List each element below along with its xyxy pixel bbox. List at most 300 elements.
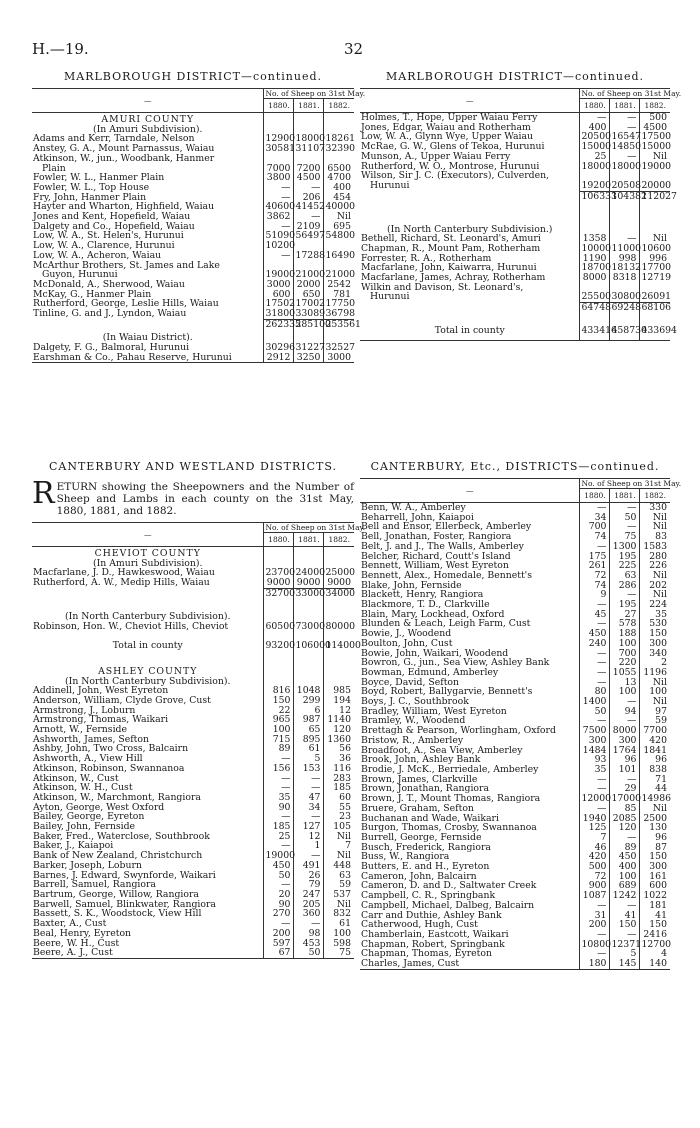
- sheep-1880: 12900: [265, 133, 296, 145]
- owner-name: Atkinson, W., Cust: [33, 772, 119, 784]
- sheep-1881: 1048: [294, 686, 324, 696]
- sheep-1881: 1055: [610, 668, 640, 678]
- owner-name: Anderson, William, Clyde Grove, Cust: [33, 694, 211, 706]
- sheep-1880: 35: [580, 765, 610, 775]
- owner-name: Bowie, J., Woodend: [361, 628, 452, 640]
- sheep-1881: 24000: [295, 567, 326, 579]
- sheep-1882: 112027: [640, 191, 670, 205]
- sheep-1881: 2000: [294, 280, 324, 290]
- subdivision-label: (In North Canterbury Subdivision.): [387, 223, 553, 235]
- owner-name: Charles, James, Cust: [360, 959, 580, 969]
- owner-name: Baker, J., Kaiapoi: [33, 840, 114, 852]
- owner-row: [360, 181, 670, 191]
- sheep-1881: 17000: [611, 793, 642, 805]
- sheep-1880: 1940: [580, 814, 610, 824]
- owner-name: Barnes, J. Edward, Swynforde, Waikari: [33, 869, 216, 881]
- sheep-1882: 105: [324, 822, 354, 832]
- sheep-1880: —: [580, 542, 610, 552]
- owner-name: Guyon, Hurunui: [42, 269, 118, 281]
- sheep-1880: 965: [264, 715, 294, 725]
- header-sheep-label: No. of Sheep on 31st May.: [581, 479, 682, 488]
- sheep-1881: 2109: [294, 222, 324, 232]
- total-row: [32, 641, 354, 655]
- sheep-1881: 1300: [610, 542, 640, 552]
- empty-cell: [264, 547, 294, 559]
- sheep-1880: 270: [264, 909, 294, 919]
- empty-cell: [324, 113, 354, 125]
- subdivision-label: (In Waiau District).: [102, 332, 193, 344]
- sheep-1882: 224: [640, 600, 670, 610]
- sheep-1880: 262335: [264, 319, 294, 333]
- sheep-1881: 2085: [610, 814, 640, 824]
- sheep-1881: 100: [610, 639, 640, 649]
- sheep-1881: —: [610, 930, 640, 940]
- sheep-1880: 80: [580, 687, 610, 697]
- sheep-1880: 90: [264, 803, 294, 813]
- empty-cell: [610, 205, 640, 215]
- owner-name: Fry, John, Hanmer Plain: [33, 191, 147, 203]
- owner-name: Bristow, R., Amberley: [361, 734, 464, 746]
- owner-name: Baxter, A., Cust: [33, 918, 107, 930]
- owner-name: Brodie, J. McK., Berriedale, Amberley: [361, 763, 539, 775]
- sheep-1880: 1400: [580, 697, 610, 707]
- sheep-1881: 11000: [611, 242, 642, 254]
- owner-name: Macfarlane, James, Achray, Rotherham: [361, 272, 546, 284]
- sheep-1880: 89: [264, 744, 294, 754]
- sheep-1880: 7500: [580, 726, 610, 736]
- sheep-1881: 26: [294, 871, 324, 881]
- owner-name: Catherwood, Hugh, Cust: [361, 919, 478, 931]
- owner-name: Low, W. A., Acheron, Waiau: [33, 249, 162, 261]
- sheep-1881: —: [610, 152, 640, 162]
- owner-name: Bruere, Graham, Sefton: [361, 802, 474, 814]
- sheep-1882: 340: [640, 649, 670, 659]
- sheep-1882: Nil: [324, 900, 354, 910]
- owner-name: Bailey, George, Eyreton: [33, 811, 145, 823]
- table-header-row: [32, 89, 354, 99]
- sheep-1880: —: [580, 901, 610, 911]
- owner-name: Blake, John, Fernside: [361, 579, 462, 591]
- sheep-1881: 50: [294, 948, 324, 958]
- sheep-1881: 14850: [611, 141, 642, 153]
- return-initial: R: [32, 476, 55, 511]
- empty-cell: [640, 205, 670, 215]
- sheep-1881: 300: [610, 736, 640, 746]
- sheep-1881: 30800: [611, 291, 642, 303]
- owner-name: Brown, J. T., Mount Thomas, Rangiora: [361, 793, 541, 805]
- owner-row: [360, 959, 670, 969]
- sheep-1880: —: [264, 774, 294, 784]
- owner-name: Bassett, S. K., Woodstock, View Hill: [33, 908, 202, 920]
- sheep-1882: 25000: [325, 567, 356, 579]
- owner-name: Dalgety, F. G., Balmoral, Hurunui: [33, 341, 190, 353]
- owner-name: Barker, Joseph, Loburn: [33, 859, 142, 871]
- owner-name: Low, W. A., Glynn Wye, Upper Waiau: [361, 131, 533, 143]
- panel-marlborough-left: [32, 70, 366, 363]
- sheep-1880: 45: [580, 610, 610, 620]
- owner-row: [32, 353, 354, 363]
- sheep-1882: 12700: [641, 938, 672, 950]
- sheep-1880: 18700: [581, 262, 612, 274]
- subdivision-label: (In North Canterbury Subdivision).: [65, 611, 231, 623]
- sheep-table: [32, 88, 366, 363]
- sheep-1881: 895: [294, 735, 324, 745]
- sheep-1881: 650: [294, 290, 324, 300]
- sheep-1882: Nil: [640, 571, 670, 581]
- sheep-1882: 150: [640, 629, 670, 639]
- sheep-1881: 286: [610, 581, 640, 591]
- subdivision-label: (In North Canterbury Subdivision).: [65, 675, 231, 687]
- owner-name: Campbell, Michael, Dalbeg, Balcairn: [361, 899, 535, 911]
- owner-name: Jones and Kent, Hopefield, Waiau: [33, 211, 191, 223]
- sheep-1880: 300: [580, 736, 610, 746]
- owner-name: Busch, Frederick, Rangiora: [361, 841, 491, 853]
- sheep-1881: —: [610, 113, 640, 123]
- owner-name: Barrell, Samuel, Rangiora: [33, 879, 156, 891]
- sheep-1882: 781: [324, 290, 354, 300]
- sheep-1881: 285100: [294, 319, 324, 333]
- sheep-1880: 50: [264, 871, 294, 881]
- sheep-1880: 60500: [265, 620, 296, 632]
- owner-name: Bowie, John, Waikari, Woodend: [361, 647, 509, 659]
- owner-name: Wilson, Sir J. C. (Executors), Culverden,: [361, 170, 550, 182]
- county-heading: ASHLEY COUNTY: [98, 665, 198, 677]
- owner-name: McKay, G., Hanmer Plain: [33, 288, 152, 300]
- sheep-1881: 145: [610, 959, 640, 969]
- sheep-table: [360, 88, 682, 341]
- sheep-1880: 74: [580, 532, 610, 542]
- sheep-1882: 1583: [640, 542, 670, 552]
- owner-name: Atkinson, W. H., Cust: [33, 782, 133, 794]
- section-title: MARLBOROUGH DISTRICT—continued.: [386, 70, 644, 83]
- sheep-1880: 40600: [265, 201, 296, 213]
- sheep-1880: —: [580, 658, 610, 668]
- sheep-1882: 54800: [325, 230, 356, 242]
- sheep-1880: 240: [580, 639, 610, 649]
- sheep-1882: 2: [640, 658, 670, 668]
- sheep-1882: 9000: [324, 578, 354, 588]
- sheep-1882: 114000: [324, 641, 354, 655]
- sheep-1881: 27: [610, 610, 640, 620]
- owner-name: Ayton, George, West Oxford: [33, 801, 165, 813]
- sheep-1880: 15000: [581, 141, 612, 153]
- sheep-1881: 85: [610, 804, 640, 814]
- sheep-1882: 3000: [324, 353, 354, 363]
- owner-name: Wilkin and Davison, St. Leonard's,: [361, 281, 524, 293]
- owner-name: [360, 303, 580, 317]
- sheep-1880: 9000: [264, 578, 294, 588]
- sheep-1880: 64748: [580, 303, 610, 317]
- owner-name: Low, W. A., St. Helen's, Hurunui: [33, 230, 184, 242]
- panel-canterbury-continued: [360, 460, 682, 970]
- sheep-1882: Nil: [640, 522, 670, 532]
- sheep-1880: 23700: [265, 567, 296, 579]
- sheep-1880: 67: [264, 948, 294, 958]
- owner-name: Tinline, G. and J., Lyndon, Waiau: [33, 308, 187, 320]
- sheep-1881: —: [610, 234, 640, 244]
- sheep-1880: —: [264, 880, 294, 890]
- sheep-1881: —: [610, 123, 640, 133]
- owner-name: Bethell, Richard, St. Leonard's, Amuri: [361, 233, 541, 245]
- owner-name: Anstey, G. A., Mount Parnassus, Waiau: [33, 143, 215, 155]
- owner-name: Arnott, W., Fernside: [33, 724, 127, 736]
- owner-name: Beharrell, John, Kaiapoi: [361, 511, 474, 523]
- year-1882: 1882.: [324, 533, 354, 547]
- sheep-1881: 247: [294, 890, 324, 900]
- sheep-1882: 838: [640, 765, 670, 775]
- owner-name: Boyce, David, Sefton: [361, 676, 460, 688]
- owner-name: Blackmore, T. D., Clarkville: [361, 599, 490, 611]
- sheep-1881: —: [294, 919, 324, 929]
- sheep-1880: 46: [580, 843, 610, 853]
- sheep-1881: 6: [294, 706, 324, 716]
- empty-cell: [32, 655, 264, 665]
- sheep-1880: —: [580, 775, 610, 785]
- sheep-1880: 20: [264, 890, 294, 900]
- empty-cell: [264, 665, 294, 677]
- sheep-1881: 153: [294, 764, 324, 774]
- sheep-1880: —: [580, 716, 610, 726]
- owner-name: [32, 319, 264, 333]
- sheep-1881: 75: [610, 532, 640, 542]
- sheep-1882: 17750: [325, 298, 356, 310]
- county-heading-row: [32, 113, 354, 125]
- sheep-1882: 20000: [641, 179, 672, 191]
- sheep-1882: 2500: [640, 814, 670, 824]
- sheep-1881: 5: [294, 754, 324, 764]
- sheep-1882: 985: [324, 686, 354, 696]
- sheep-1881: 18132: [611, 262, 642, 274]
- sheep-1881: —: [610, 716, 640, 726]
- empty-cell: [264, 602, 294, 612]
- sheep-1880: 7000: [264, 164, 294, 174]
- sheep-1882: 96: [640, 833, 670, 843]
- sheep-1880: 156: [264, 764, 294, 774]
- owner-name: Ashworth, James, Sefton: [33, 733, 150, 745]
- owner-name: Macfarlane, J. D., Hawkeswood, Waiau: [33, 567, 215, 579]
- sheep-1881: 3250: [294, 353, 324, 363]
- sheep-1880: 175: [580, 552, 610, 562]
- sheep-1881: 94: [610, 707, 640, 717]
- year-1881: 1881.: [294, 99, 324, 113]
- owner-name: Atkinson, W., jun., Woodbank, Hanmer: [33, 152, 215, 164]
- owner-name: [32, 588, 264, 602]
- owner-name: Holmes, T., Hope, Upper Waiau Ferry: [361, 112, 538, 123]
- sheep-1880: 1190: [580, 254, 610, 264]
- sheep-1881: 5: [610, 949, 640, 959]
- sheep-1881: 104382: [610, 191, 640, 205]
- sheep-1882: 71: [640, 775, 670, 785]
- sheep-1880: 1484: [580, 746, 610, 756]
- sheep-1881: 101: [610, 765, 640, 775]
- sheep-1882: 2542: [324, 280, 354, 290]
- sheep-1882: 1360: [324, 735, 354, 745]
- owner-row: [32, 622, 354, 632]
- empty-cell: [294, 113, 324, 125]
- sheep-1881: 106000: [294, 641, 324, 655]
- header-dash-cell: —: [143, 96, 152, 105]
- sheep-1880: 35: [264, 793, 294, 803]
- sheep-1882: 7700: [640, 726, 670, 736]
- owner-name: Broadfoot, A., Sea View, Amberley: [361, 744, 523, 756]
- total-row: [360, 326, 670, 340]
- sheep-1882: Nil: [640, 697, 670, 707]
- owner-name: Robinson, Hon. W., Cheviot Hills, Cheviot: [33, 620, 229, 632]
- owner-name: Bramley, W., Woodend: [361, 715, 466, 727]
- sheep-1882: 454: [324, 193, 354, 203]
- empty-cell: [580, 205, 610, 215]
- header-dash-cell: —: [465, 96, 474, 105]
- sheep-1882: 55: [324, 803, 354, 813]
- sheep-1882: 21000: [325, 269, 356, 281]
- sheep-1881: 9000: [294, 578, 324, 588]
- sheep-1881: 225: [610, 561, 640, 571]
- sheep-1882: 283: [324, 774, 354, 784]
- sheep-1882: 17700: [641, 262, 672, 274]
- page-series: H.—19.: [32, 40, 89, 58]
- sheep-1881: 100: [610, 872, 640, 882]
- year-1880: 1880.: [264, 533, 294, 547]
- sheep-1880: 25500: [581, 291, 612, 303]
- sheep-1882: 120: [324, 725, 354, 735]
- sheep-1881: 17288: [295, 249, 326, 261]
- owner-name: Hayter and Wharton, Highfield, Waiau: [33, 201, 215, 213]
- owner-name: Chamberlain, Eastcott, Waikari: [361, 928, 509, 940]
- empty-cell: [294, 655, 324, 665]
- sheep-1882: 59: [324, 880, 354, 890]
- sheep-1882: 253561: [324, 319, 354, 333]
- sheep-1880: 500: [580, 862, 610, 872]
- owner-name: Bell, Jonathan, Foster, Rangiora: [361, 531, 512, 543]
- empty-cell: [580, 215, 610, 225]
- owner-name: Dalgety and Co., Hopefield, Waiau: [33, 220, 195, 232]
- year-1881: 1881.: [294, 533, 324, 547]
- sheep-1882: 1140: [324, 715, 354, 725]
- sheep-1882: 140: [640, 959, 670, 969]
- sheep-1880: 597: [264, 939, 294, 949]
- page-number: 32: [344, 40, 364, 58]
- sheep-1881: 31227: [295, 341, 326, 353]
- sheep-1882: 7: [324, 841, 354, 851]
- sheep-1881: 79: [294, 880, 324, 890]
- sheep-1881: 689: [610, 881, 640, 891]
- header-sheep-label: No. of Sheep on 31st May.: [265, 523, 366, 532]
- sheep-1882: 1022: [640, 891, 670, 901]
- sheep-1880: 900: [580, 881, 610, 891]
- owner-name: Bowron, G., jun., Sea View, Ashley Bank: [361, 657, 550, 669]
- owner-name: Chapman, R., Mount Pam, Rotherham: [361, 242, 541, 254]
- empty-cell: [324, 602, 354, 612]
- sheep-1880: 20500: [581, 131, 612, 143]
- sheep-1880: 420: [580, 852, 610, 862]
- sheep-1880: 25: [580, 152, 610, 162]
- sheep-1881: 65: [294, 725, 324, 735]
- sheep-1882: 97: [640, 707, 670, 717]
- subtotal-row: [32, 588, 354, 602]
- sheep-1882: 300: [640, 639, 670, 649]
- empty-cell: [360, 205, 580, 215]
- sheep-1880: 19200: [581, 179, 612, 191]
- owner-name: Benn, W. A., Amberley: [361, 502, 466, 513]
- sheep-table: [32, 522, 366, 959]
- sheep-1882: Nil: [324, 851, 354, 861]
- sheep-1882: 60: [324, 793, 354, 803]
- sheep-1882: 96: [640, 755, 670, 765]
- sheep-1882: Nil: [640, 804, 670, 814]
- owner-name: Bennett, William, West Eyreton: [361, 560, 509, 572]
- owner-name: McRae, G. W., Glens of Tekoa, Hurunui: [361, 141, 545, 153]
- sheep-1881: 34: [294, 803, 324, 813]
- sheep-1882: 537: [324, 890, 354, 900]
- sheep-1881: 491: [294, 861, 324, 871]
- table-header-row: [360, 89, 670, 99]
- sheep-1882: Nil: [324, 212, 354, 222]
- sheep-1881: 8318: [610, 273, 640, 283]
- owner-name: Brown, James, Clarkville: [361, 773, 478, 785]
- sheep-1880: 433416: [580, 326, 610, 340]
- owner-name: Belt, J. and J., The Walls, Amberley: [361, 540, 524, 552]
- year-1880: 1880.: [264, 99, 294, 113]
- sheep-1882: 19000: [641, 160, 672, 172]
- sheep-1880: 10800: [581, 938, 612, 950]
- sheep-1882: 4: [640, 949, 670, 959]
- sheep-1880: 34: [580, 513, 610, 523]
- sheep-1881: 998: [610, 254, 640, 264]
- sheep-1881: —: [294, 783, 324, 793]
- sheep-1880: 50: [580, 707, 610, 717]
- owner-name: Armstrong, J., Loburn: [33, 704, 136, 716]
- sheep-1882: 61: [324, 919, 354, 929]
- empty-cell: [324, 665, 354, 677]
- sheep-1881: 360: [294, 909, 324, 919]
- header-sheep-label: No. of Sheep on 31st May.: [581, 89, 682, 98]
- sheep-1880: 93200: [264, 641, 294, 655]
- empty-cell: [324, 547, 354, 559]
- empty-cell: [640, 215, 670, 225]
- sheep-1882: 433694: [640, 326, 670, 340]
- sheep-1882: 2416: [640, 930, 670, 940]
- owner-name: Total in county: [360, 326, 580, 340]
- sheep-1880: 100: [264, 725, 294, 735]
- owner-name: Blackett, Henry, Rangiora: [361, 589, 484, 601]
- sheep-1880: 12000: [581, 793, 612, 805]
- sheep-1882: 116: [324, 764, 354, 774]
- owner-name: Carr and Duthie, Ashley Bank: [361, 909, 502, 921]
- sheep-1882: 150: [640, 852, 670, 862]
- sheep-1881: 20508: [611, 179, 642, 191]
- sheep-1881: 205: [294, 900, 324, 910]
- return-text: ETURN showing the Sheepowners and the Number of Sheep and Lambs in each county on the 31st May, 1880, 1881, and 1882.: [56, 481, 354, 517]
- sheep-1881: —: [294, 183, 324, 193]
- sheep-1881: —: [294, 212, 324, 222]
- sheep-1881: 98: [294, 929, 324, 939]
- sheep-1882: 100: [324, 929, 354, 939]
- owner-name: Buss, W., Rangiora: [361, 851, 450, 863]
- owner-row: [360, 292, 670, 302]
- owner-row: [32, 309, 354, 319]
- owner-name: Bank of New Zealand, Christchurch: [33, 850, 203, 862]
- panel-canterbury-westland: [32, 460, 366, 959]
- sheep-1882: 330: [640, 503, 670, 513]
- header-dash-cell: —: [465, 486, 474, 495]
- sheep-1882: 26091: [641, 291, 672, 303]
- sheep-1881: 17002: [295, 298, 326, 310]
- year-1880: 1880.: [580, 489, 610, 503]
- county-heading-row: [32, 665, 354, 677]
- header-dash-cell: —: [143, 530, 152, 539]
- sheep-1882: 194: [324, 696, 354, 706]
- sheep-1880: —: [264, 919, 294, 929]
